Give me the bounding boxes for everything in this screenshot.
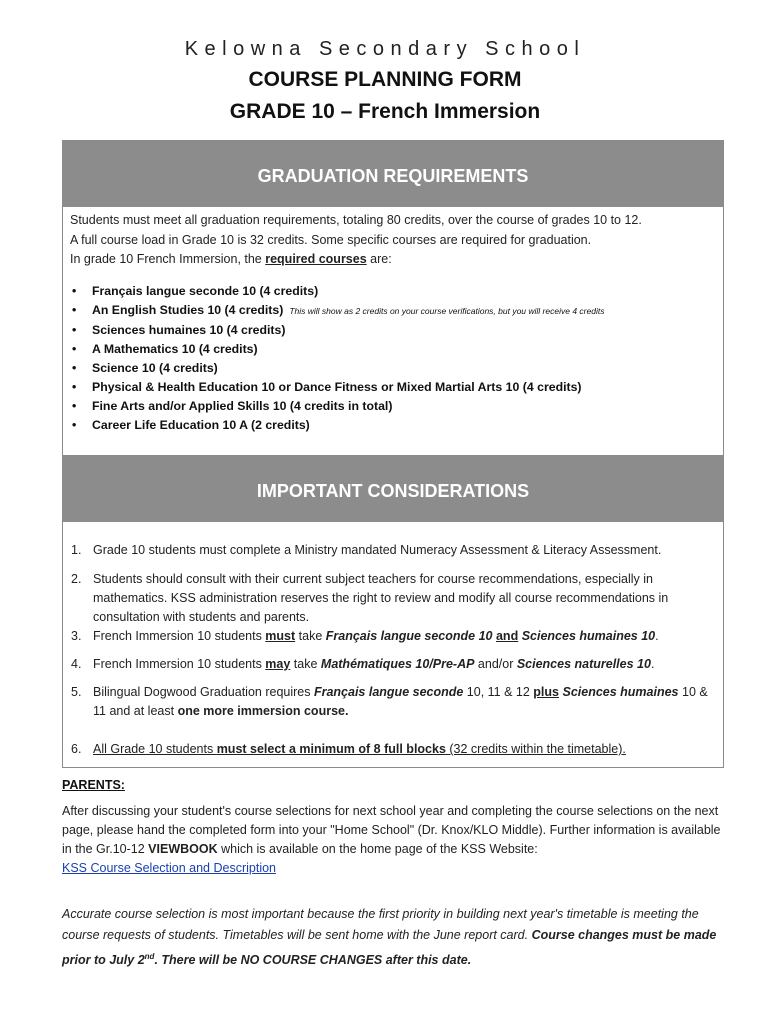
must-emphasis: must [265,629,296,643]
plus-emphasis: plus [533,685,559,699]
item-text: . [650,657,655,671]
considerations-heading: IMPORTANT CONSIDERATIONS [63,456,723,522]
english-credit-note: This will show as 2 credits on your course verifications, but you will receive 4 credits [289,305,605,316]
list-item [70,378,723,397]
item-number: 2. [71,572,82,586]
item-number: 1. [71,543,82,557]
parents-heading: PARENTS: [62,778,125,792]
item-text: Students should consult with their current subject teachers for course recommendations, especially in mathematics. KSS administration reserves the right to review and modify all course recommendations in consultation with students and parents. [93,572,669,624]
item-6-text [93,742,626,756]
important-considerations-box [62,455,724,768]
parents-text: After discussing your student's course selections for next school year and completing the course selections on the next page, please hand the completed form into your "Home School" (Dr. Knox/KLO Middle). Further information is available in the Gr.10-12 [62,804,721,856]
graduation-heading: GRADUATION REQUIREMENTS [63,141,723,207]
item-text: take [295,629,326,643]
required-courses-emphasis: required courses [265,252,367,266]
form-title: COURSE PLANNING FORM [248,68,522,91]
course-label: Physical & Health Education 10 or Dance Fitness or Mixed Martial Arts 10 (4 credits) [92,379,582,394]
item-text: French Immersion 10 students [93,657,266,671]
course-label: Français langue seconde 10 (4 credits) [92,283,319,298]
parents-text: which is available on the home page of the KSS Website: [217,842,538,856]
deadline-superscript: nd [144,952,155,961]
course-label: Career Life Education 10 A (2 credits) [92,417,310,432]
item-text: and/or [474,657,517,671]
list-item [70,282,723,301]
list-item [71,541,719,560]
deadline-text: Course changes must be made prior to July 2 [62,928,717,968]
item-number: 4. [71,657,82,671]
item-number: 3. [71,629,82,643]
list-item [70,340,723,359]
list-item [70,359,723,378]
intro-line-3-end: are: [366,252,392,266]
list-item [71,740,719,759]
course-label: An English Studies 10 (4 credits) [92,302,284,317]
and-emphasis: and [495,629,519,643]
graduation-requirements-box [62,140,724,456]
required-courses-list [63,282,723,435]
may-emphasis: may [265,657,291,671]
intro-line-1: Students must meet all graduation requirements, totaling 80 credits, over the course of grades 10 to 12. [70,213,642,227]
deadline-text-end: . There will be NO COURSE CHANGES after this date. [154,953,472,968]
item-number: 5. [71,685,82,699]
list-item [70,301,723,321]
blocks-emphasis: must select a minimum of 8 full blocks [216,742,446,756]
course-label: Science 10 (4 credits) [92,360,218,375]
item-text: (32 credits within the timetable). [445,742,626,756]
item-text: All Grade 10 students [93,742,217,756]
course-label: Sciences humaines 10 (4 credits) [92,322,286,337]
course-name: Sciences humaines [562,685,679,699]
kss-course-selection-link[interactable]: KSS Course Selection and Description [62,861,277,875]
immersion-emphasis: one more immersion course. [177,704,349,718]
list-item [70,416,723,435]
course-name: Mathématiques 10/Pre-AP [320,657,475,671]
intro-line-2: A full course load in Grade 10 is 32 credits. Some specific courses are required for graduation. [70,232,592,247]
list-item [70,397,723,416]
item-text: 10, 11 & 12 [463,685,534,699]
intro-line-3-text: In grade 10 French Immersion, the [70,252,266,266]
parents-paragraph [62,802,732,878]
closing-text: Accurate course selection is most important because the first priority in building next year's timetable is meeting the course requests of students. Timetables will be sent home with the June report card. [62,907,699,942]
course-name: Sciences humaines 10 [521,629,656,643]
viewbook-emphasis: VIEWBOOK [148,842,218,856]
course-name: Français langue seconde 10 [325,629,493,643]
grade-title: GRADE 10 – French Immersion [229,100,541,123]
item-number: 6. [71,742,82,756]
course-name: Sciences naturelles 10 [516,657,651,671]
list-item [71,570,719,627]
course-name: Français langue seconde [313,685,464,699]
item-text: French Immersion 10 students [93,629,266,643]
intro-line-3 [70,250,723,270]
item-text: 10 & 11 and at least [93,685,708,718]
closing-paragraph [62,904,732,971]
graduation-intro [63,207,723,270]
course-label: A Mathematics 10 (4 credits) [92,341,258,356]
list-item [71,655,719,674]
school-name: Kelowna Secondary School [184,38,586,60]
list-item [70,321,723,340]
item-text: Bilingual Dogwood Graduation requires [93,685,314,699]
item-text: . [655,629,659,643]
list-item [71,627,719,646]
item-text: Grade 10 students must complete a Ministry mandated Numeracy Assessment & Literacy Assessment. [93,543,662,557]
list-item [71,683,719,721]
course-label: Fine Arts and/or Applied Skills 10 (4 credits in total) [92,398,393,413]
item-text: take [290,657,321,671]
